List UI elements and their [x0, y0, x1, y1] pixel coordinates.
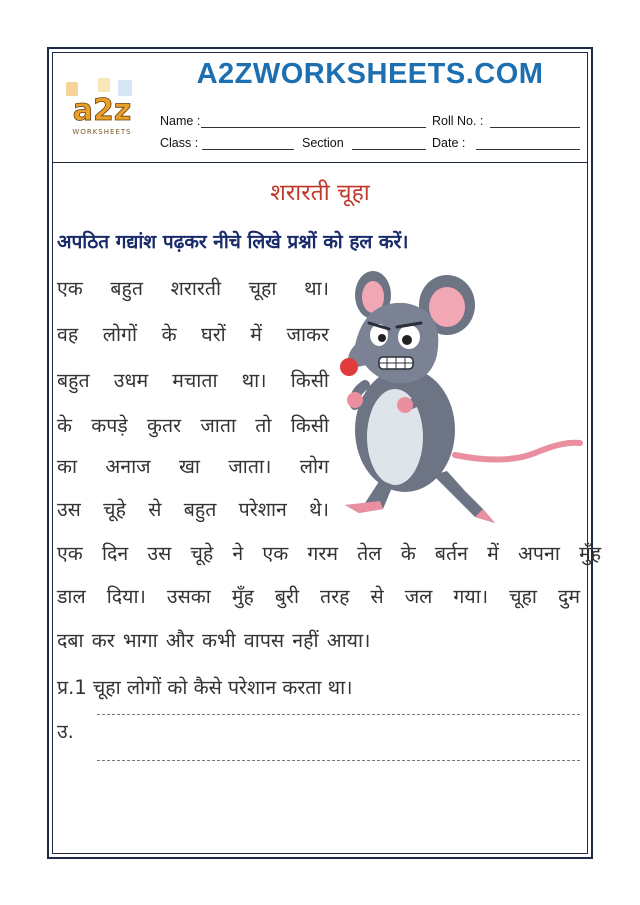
passage-line: उस चूहे से बहुत परेशान थे। — [57, 498, 329, 521]
date-label: Date : — [432, 136, 466, 150]
section-field[interactable] — [352, 149, 426, 150]
name-field[interactable] — [201, 127, 426, 128]
header-divider — [52, 162, 588, 163]
question-1: प्र.1 चूहा लोगों को कैसे परेशान करता था। — [57, 676, 353, 699]
a2z-logo — [60, 78, 144, 140]
passage-line: डाल दिया। उसका मुँह बुरी तरह से जल गया। चूहा दुम — [57, 585, 580, 608]
date-field[interactable] — [476, 149, 580, 150]
logo-subtext: WORKSHEETS — [72, 128, 132, 136]
answer-label: उ. — [57, 720, 74, 743]
passage-line: एक बहुत शरारती चूहा था। — [57, 277, 329, 300]
roll-label: Roll No. : — [432, 114, 484, 128]
passage-line: के कपड़े कुतर जाता तो किसी — [57, 414, 329, 437]
name-label: Name : — [160, 114, 201, 128]
site-title: A2ZWORKSHEETS.COM — [196, 58, 544, 90]
logo-mark: a2z — [72, 93, 132, 128]
section-label: Section — [302, 136, 344, 150]
passage-line: बहुत उधम मचाता था। किसी — [57, 369, 329, 392]
passage-line: वह लोगों के घरों में जाकर — [57, 323, 329, 346]
roll-field[interactable] — [490, 127, 580, 128]
worksheet-instruction: अपठित गद्यांश पढ़कर नीचे लिखे प्रश्नों को हल करें। — [57, 231, 409, 253]
class-label: Class : — [160, 136, 199, 150]
answer-line-2[interactable] — [97, 760, 580, 761]
passage-line: का अनाज खा जाता। लोग — [57, 455, 329, 478]
angry-mouse-illustration — [335, 265, 585, 535]
passage-line: एक दिन उस चूहे ने एक गरम तेल के बर्तन में अपना मुँह — [57, 542, 602, 565]
passage-line: दबा कर भागा और कभी वापस नहीं आया। — [57, 629, 371, 652]
answer-line-1[interactable] — [97, 714, 580, 715]
class-field[interactable] — [202, 149, 294, 150]
worksheet-title: शरारती चूहा — [270, 180, 370, 206]
